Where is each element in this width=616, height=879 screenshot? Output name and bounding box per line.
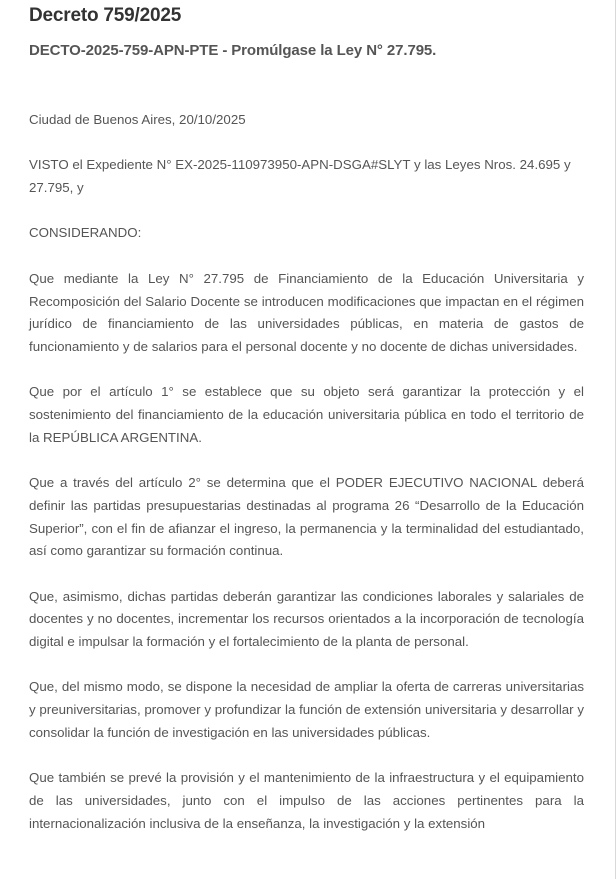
considerando-paragraph: Que por el artículo 1° se establece que su objeto será garantizar la protección y el sostenimiento del financiamiento de la educación universitaria pública en todo el territorio de la REPÚBLICA ARGENTINA. xyxy=(29,384,584,445)
considerando-paragraph: Que a través del artículo 2° se determina que el PODER EJECUTIVO NACIONAL deberá definir las partidas presupuestarias destinadas al programa 26 “Desarrollo de la Educación Superior”, con el fin de afianzar el ingreso, la permanencia y la terminalidad del estudiantado, así como garantizar su formación continua. xyxy=(29,475,584,559)
decree-body xyxy=(29,109,584,858)
considerando-paragraph: Que, del mismo modo, se dispone la necesidad de ampliar la oferta de carreras universitarias y preuniversitarias, promover y profundizar la función de extensión universitaria y desarrollar y consolidar la función de investigación en las universidades públicas. xyxy=(29,679,584,740)
decree-title: Decreto 759/2025 xyxy=(29,5,182,26)
considerando-paragraph: Que también se prevé la provisión y el mantenimiento de la infraestructura y el equipamiento de las universidades, junto con el impulso de las acciones pertinentes para la internacionalización inclusiva de la enseñanza, la investigación y la extensión xyxy=(29,770,584,831)
decree-subtitle: DECTO-2025-759-APN-PTE - Promúlgase la Ley N° 27.795. xyxy=(29,42,437,59)
considerando-paragraph: Que mediante la Ley N° 27.795 de Financiamiento de la Educación Universitaria y Recomposición del Salario Docente se introducen modificaciones que impactan en el régimen jurídico de financiamiento de las universidades públicas, en materia de gastos de funcionamiento y de salarios para el personal docente y no docente de dichas universidades. xyxy=(29,270,584,354)
considerando-heading: CONSIDERANDO: xyxy=(29,225,142,241)
place-date: Ciudad de Buenos Aires, 20/10/2025 xyxy=(29,112,246,127)
considerando-paragraph: Que, asimismo, dichas partidas deberán garantizar las condiciones laborales y salariales de docentes y no docentes, incrementar los recursos orientados a la incorporación de tecnología digital e impulsar la formación y el fortalecimiento de la planta de personal. xyxy=(29,588,584,650)
visto-paragraph: VISTO el Expediente N° EX-2025-110973950-APN-DSGA#SLYT y las Leyes Nros. 24.695 y 27.795, y xyxy=(29,157,571,196)
